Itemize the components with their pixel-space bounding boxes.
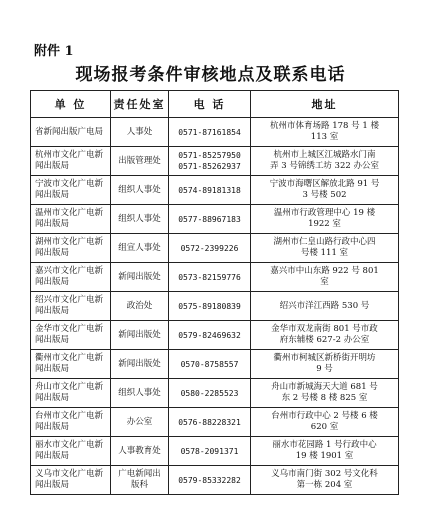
table-row xyxy=(31,118,399,147)
unit-cell xyxy=(31,263,111,292)
department-cell-line: 政治处 xyxy=(126,300,153,311)
phone-cell xyxy=(169,147,251,176)
phone-cell xyxy=(169,321,251,350)
attachment-label: 附件 1 xyxy=(34,44,74,59)
unit-cell-line: 闻出版局 xyxy=(35,480,70,490)
table-row xyxy=(31,408,399,437)
table-row xyxy=(31,379,399,408)
unit-cell-line: 闻出版局 xyxy=(35,190,70,200)
address-cell xyxy=(251,263,399,292)
address-cell-line: 113 室 xyxy=(310,132,339,142)
phone-cell xyxy=(169,263,251,292)
unit-cell-line: 嘉兴市文化广电新 xyxy=(35,266,104,276)
address-cell xyxy=(251,379,399,408)
phone-cell-line: 0573-82159776 xyxy=(178,272,241,282)
address-cell-line: 温州市行政管理中心 19 楼 xyxy=(273,208,376,218)
table-row xyxy=(31,263,399,292)
address-cell-line: 杭州市上城区江城路水门南 xyxy=(273,150,376,160)
address-cell xyxy=(251,147,399,176)
header-phone: 电 话 xyxy=(169,91,251,118)
phone-cell-line: 0577-88967183 xyxy=(178,214,241,224)
department-cell xyxy=(111,118,169,147)
table-row xyxy=(31,321,399,350)
department-cell xyxy=(111,147,169,176)
phone-cell xyxy=(169,176,251,205)
address-cell xyxy=(251,292,399,321)
header-address: 地址 xyxy=(251,91,399,118)
unit-cell-line: 闻出版局 xyxy=(35,422,70,432)
department-cell-line: 新闻出版处 xyxy=(118,329,161,340)
department-cell-line: 广电新闻出 xyxy=(118,469,161,479)
phone-cell xyxy=(169,379,251,408)
address-cell-line: 舟山市新城海天大道 681 号 xyxy=(271,382,378,392)
table-row xyxy=(31,437,399,466)
phone-cell-line: 0580-2285523 xyxy=(180,388,239,398)
phone-cell-line: 0578-2091371 xyxy=(180,446,239,456)
document-title: 现场报考条件审核地点及联系电话 xyxy=(75,65,346,85)
phone-cell-line: 0579-85332282 xyxy=(178,475,241,485)
department-cell xyxy=(111,408,169,437)
address-cell-line: 第一栋 204 室 xyxy=(296,480,353,490)
unit-cell-line: 闻出版局 xyxy=(35,306,70,316)
phone-cell xyxy=(169,350,251,379)
department-cell xyxy=(111,466,169,495)
table-row xyxy=(31,205,399,234)
unit-cell-line: 闻出版局 xyxy=(35,277,70,287)
address-cell-line: 弄 3 号锦绣工坊 322 办公室 xyxy=(270,161,379,171)
department-cell xyxy=(111,292,169,321)
department-cell-line: 新闻出版处 xyxy=(118,358,161,369)
phone-cell-line: 0575-89180839 xyxy=(178,301,241,311)
address-cell-line: 宁波市海曙区解放北路 91 号 xyxy=(269,179,380,189)
phone-cell-line: 0574-89181318 xyxy=(178,185,241,195)
address-cell-line: 19 楼 1901 室 xyxy=(295,451,354,461)
address-cell xyxy=(251,437,399,466)
address-cell-line: 3 号楼 502 xyxy=(302,190,347,200)
table-row xyxy=(31,292,399,321)
department-cell-line: 组织人事处 xyxy=(118,213,161,224)
table-row xyxy=(31,466,399,495)
address-cell-line: 嘉兴市中山东路 922 号 801 xyxy=(270,266,379,276)
address-cell xyxy=(251,118,399,147)
unit-cell-line: 闻出版局 xyxy=(35,364,70,374)
unit-cell xyxy=(31,176,111,205)
department-cell-line: 版科 xyxy=(130,480,148,490)
unit-cell xyxy=(31,408,111,437)
department-cell xyxy=(111,263,169,292)
address-cell-line: 东 2 号楼 8 楼 825 室 xyxy=(281,393,368,403)
address-cell-line: 府东辅楼 627-2 办公室 xyxy=(279,335,370,345)
header-unit: 单 位 xyxy=(31,91,111,118)
unit-cell-line: 舟山市文化广电新 xyxy=(35,382,104,392)
table-row xyxy=(31,147,399,176)
header-row xyxy=(31,91,399,118)
phone-cell xyxy=(169,234,251,263)
address-cell xyxy=(251,350,399,379)
department-cell xyxy=(111,321,169,350)
address-cell-line: 义乌市南门街 302 号文化科 xyxy=(271,469,378,479)
department-cell-line: 组织人事处 xyxy=(118,387,161,398)
unit-cell-line: 闻出版局 xyxy=(35,248,70,258)
address-cell xyxy=(251,176,399,205)
address-cell-line: 620 室 xyxy=(310,422,339,432)
unit-cell xyxy=(31,350,111,379)
unit-cell xyxy=(31,292,111,321)
department-cell-line: 出版管理处 xyxy=(118,155,161,166)
unit-cell-line: 闻出版局 xyxy=(35,451,70,461)
unit-cell-line: 绍兴市文化广电新 xyxy=(35,295,104,305)
address-cell xyxy=(251,321,399,350)
address-cell-line: 衢州市柯城区新桥街开明坊 xyxy=(273,353,376,363)
phone-cell xyxy=(169,437,251,466)
unit-cell-line: 闻出版局 xyxy=(35,335,70,345)
table-row xyxy=(31,234,399,263)
address-cell-line: 杭州市体育场路 178 号 1 楼 xyxy=(270,121,379,131)
department-cell xyxy=(111,176,169,205)
unit-cell xyxy=(31,379,111,408)
table-body xyxy=(31,118,399,495)
address-cell-line: 号楼 111 室 xyxy=(300,248,349,258)
unit-cell xyxy=(31,205,111,234)
phone-cell-line: 0576-88228321 xyxy=(178,417,241,427)
phone-cell xyxy=(169,466,251,495)
department-cell-line: 办公室 xyxy=(126,416,153,427)
unit-cell-line: 湖州市文化广电新 xyxy=(35,237,104,247)
unit-cell-line: 金华市文化广电新 xyxy=(35,324,104,334)
unit-cell xyxy=(31,321,111,350)
phone-cell-line: 0571-87161854 xyxy=(178,127,241,137)
department-cell xyxy=(111,350,169,379)
address-cell xyxy=(251,234,399,263)
department-cell xyxy=(111,437,169,466)
address-cell-line: 金华市双龙南街 801 号市政 xyxy=(271,324,378,334)
unit-cell-line: 台州市文化广电新 xyxy=(35,411,104,421)
phone-cell-line: 0571-85257950 xyxy=(178,151,241,160)
phone-cell-line: 0571-85262937 xyxy=(178,162,241,171)
unit-cell-line: 义乌市文化广电新 xyxy=(35,469,104,479)
table-row xyxy=(31,176,399,205)
unit-cell xyxy=(31,437,111,466)
address-cell xyxy=(251,205,399,234)
department-cell xyxy=(111,205,169,234)
address-cell xyxy=(251,466,399,495)
address-cell-line: 室 xyxy=(320,277,329,287)
unit-cell-line: 省新闻出版广电局 xyxy=(35,126,104,137)
address-cell-line: 9 号 xyxy=(316,364,333,374)
unit-cell xyxy=(31,118,111,147)
table-row xyxy=(31,350,399,379)
address-cell-line: 丽水市花园路 1 号行政中心 xyxy=(272,440,377,450)
unit-cell xyxy=(31,234,111,263)
phone-cell-line: 0572-2399226 xyxy=(180,243,239,253)
department-cell xyxy=(111,379,169,408)
unit-cell-line: 闻出版局 xyxy=(35,219,70,229)
phone-cell-line: 0579-82469632 xyxy=(178,330,241,340)
department-cell-line: 新闻出版处 xyxy=(118,271,161,282)
department-cell-line: 人事处 xyxy=(126,126,153,137)
phone-cell-line: 0570-8758557 xyxy=(180,359,239,369)
phone-cell xyxy=(169,205,251,234)
unit-cell-line: 宁波市文化广电新 xyxy=(35,179,104,189)
unit-cell-line: 杭州市文化广电新 xyxy=(35,150,104,160)
department-cell-line: 组织人事处 xyxy=(118,184,161,195)
phone-cell xyxy=(169,118,251,147)
department-cell xyxy=(111,234,169,263)
unit-cell xyxy=(31,147,111,176)
unit-cell-line: 衢州市文化广电新 xyxy=(35,353,104,363)
unit-cell xyxy=(31,466,111,495)
unit-cell-line: 闻出版局 xyxy=(35,393,70,403)
phone-cell xyxy=(169,292,251,321)
unit-cell-line: 丽水市文化广电新 xyxy=(35,440,104,450)
unit-cell-line: 闻出版局 xyxy=(35,161,70,171)
department-cell-line: 人事教育处 xyxy=(118,445,161,456)
unit-cell-line: 温州市文化广电新 xyxy=(35,208,104,218)
address-cell-line: 湖州市仁皇山路行政中心四 xyxy=(273,237,376,247)
address-cell-line: 台州市行政中心 2 号楼 6 楼 xyxy=(271,411,378,421)
header-department: 责任处室 xyxy=(111,91,169,118)
phone-cell xyxy=(169,408,251,437)
address-cell-line: 绍兴市洋江西路 530 号 xyxy=(279,300,370,311)
address-cell-line: 1922 室 xyxy=(308,219,341,229)
address-cell xyxy=(251,408,399,437)
department-cell-line: 组宣人事处 xyxy=(118,242,161,253)
contact-table xyxy=(30,90,399,495)
